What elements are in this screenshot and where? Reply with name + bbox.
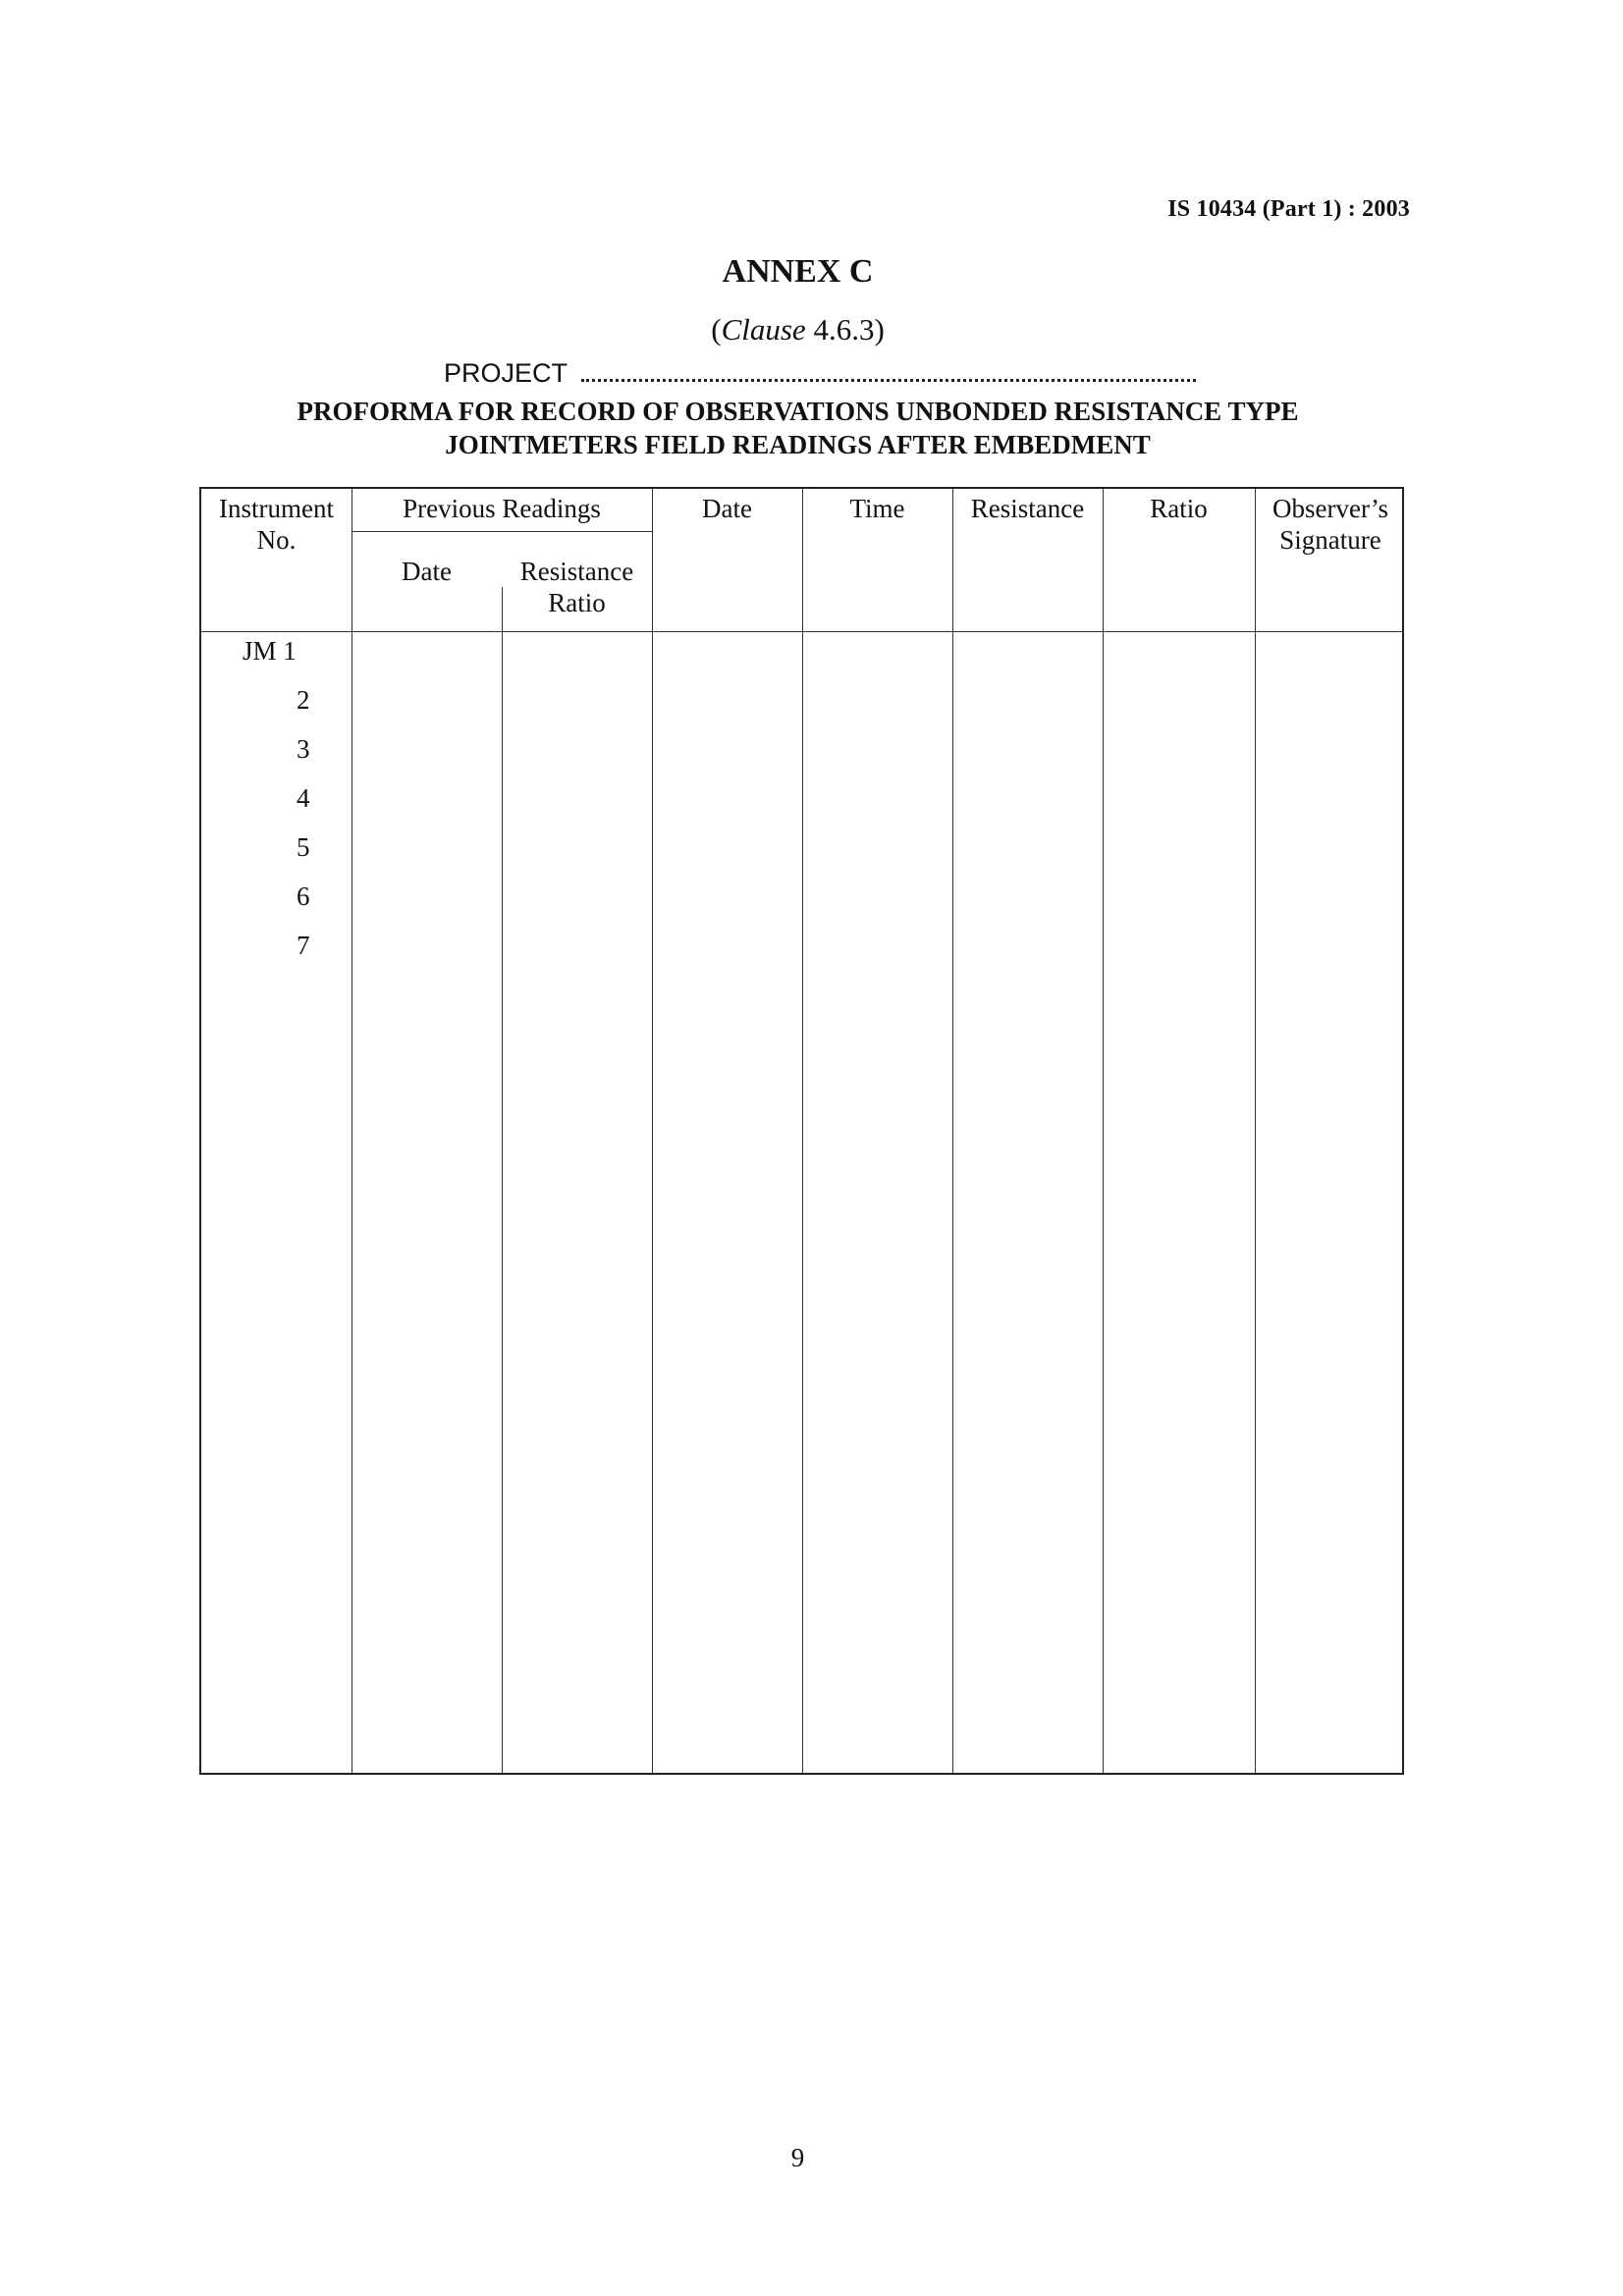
header-resistance: Resistance — [970, 494, 1085, 523]
clause-reference: (Clause 4.6.3) — [711, 312, 885, 347]
instrument-row-label: 4 — [297, 783, 310, 813]
instrument-row-label: JM 1 — [243, 636, 297, 666]
page-number: 9 — [790, 2143, 805, 2172]
column-divider — [802, 489, 803, 1773]
column-divider — [1255, 489, 1256, 1773]
header-prev-resistance-ratio: Resistance Ratio — [519, 557, 634, 617]
annex-title: ANNEX C — [722, 253, 874, 290]
column-divider — [652, 489, 653, 1773]
observation-form-table — [199, 487, 1404, 1775]
instrument-row-label: 3 — [297, 734, 310, 764]
heading-line-1: PROFORMA FOR RECORD OF OBSERVATIONS UNBONDED RESISTANCE TYPE — [297, 397, 1299, 426]
header-time: Time — [849, 494, 905, 523]
clause-number: 4.6.3 — [813, 312, 875, 347]
heading-line-2: JOINTMETERS FIELD READINGS AFTER EMBEDMENT — [445, 430, 1151, 459]
column-divider — [952, 489, 953, 1773]
instrument-row-label: 6 — [297, 881, 310, 911]
project-label: PROJECT — [444, 358, 568, 388]
project-line — [444, 358, 1196, 389]
header-observer-signature: Observer’s Signature — [1272, 494, 1388, 555]
header-instrument-no: Instrument No. — [219, 494, 334, 555]
previous-readings-underline — [352, 531, 652, 532]
header-date: Date — [702, 494, 752, 523]
column-divider — [502, 587, 503, 1773]
column-divider — [1103, 489, 1104, 1773]
clause-word: Clause — [721, 312, 806, 347]
header-prev-date: Date — [402, 557, 452, 586]
instrument-row-label: 2 — [297, 685, 310, 715]
header-bottom-rule — [201, 631, 1404, 632]
header-ratio: Ratio — [1150, 494, 1208, 523]
proforma-heading — [0, 395, 1596, 461]
instrument-row-label: 5 — [297, 832, 310, 862]
standard-reference: IS 10434 (Part 1) : 2003 — [1167, 196, 1410, 222]
header-previous-readings: Previous Readings — [403, 494, 601, 523]
project-fill-in-line[interactable] — [581, 359, 1196, 382]
instrument-row-label: 7 — [297, 931, 310, 960]
